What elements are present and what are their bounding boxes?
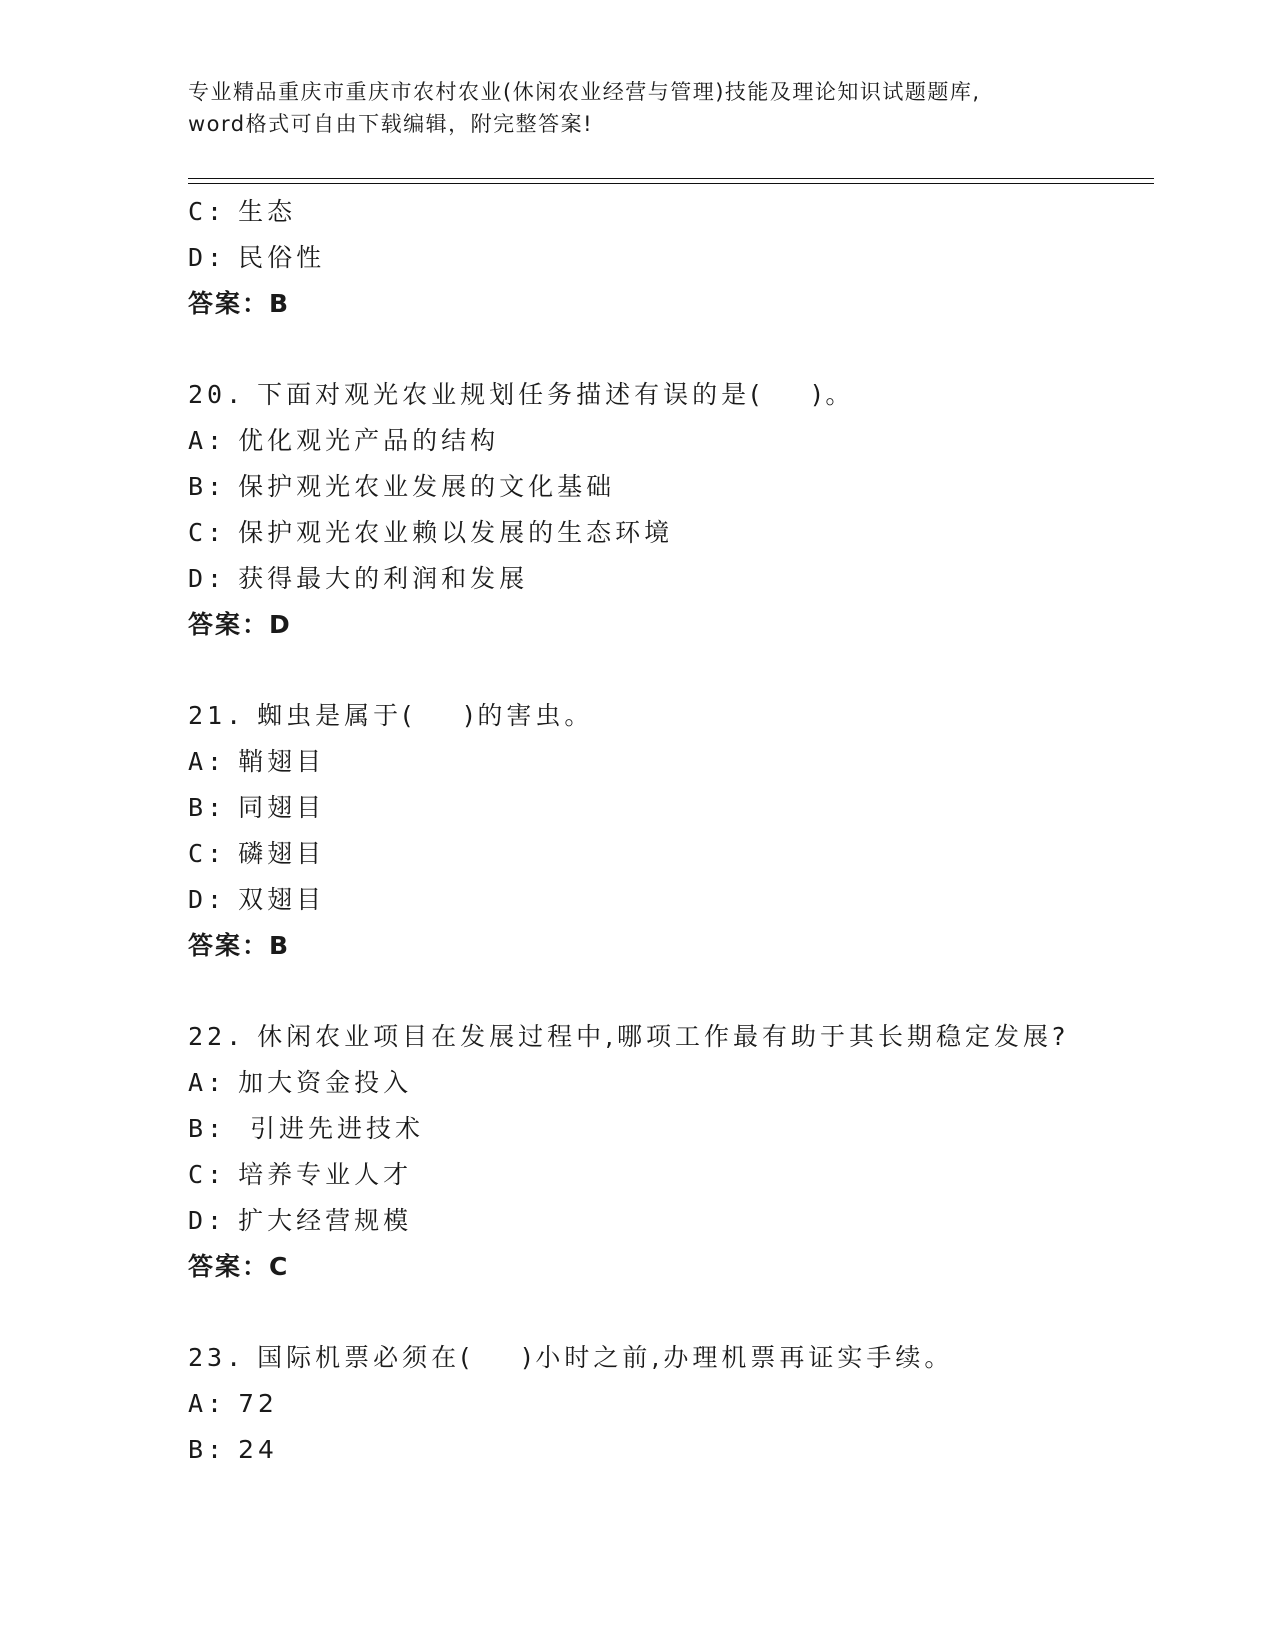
question-text: 下面对观光农业规划任务描述有误的是( )。 <box>257 380 855 409</box>
question-stem <box>188 1014 1154 1060</box>
question-number: 23. <box>188 1343 246 1372</box>
option-a: A: 优化观光产品的结构 <box>188 426 500 455</box>
option-c: C: 磷翅目 <box>188 839 326 868</box>
header-title-line-2: word格式可自由下载编辑，附完整答案! <box>188 112 594 136</box>
option-b: B: 同翅目 <box>188 793 326 822</box>
question-stem <box>188 372 1154 418</box>
header-title-line-1: 专业精品重庆市重庆市农村农业(休闲农业经营与管理)技能及理论知识试题题库, <box>188 80 981 104</box>
question-text: 蜘虫是属于( )的害虫。 <box>257 701 594 730</box>
question-text: 国际机票必须在( )小时之前,办理机票再证实手续。 <box>257 1343 954 1372</box>
header-divider-bottom <box>188 183 1154 184</box>
question-number: 20. <box>188 380 246 409</box>
option-d: D: 扩大经营规模 <box>188 1206 413 1235</box>
answer-line: 答案：B <box>188 289 291 318</box>
question-number: 22. <box>188 1022 246 1051</box>
answer-line: 答案：D <box>188 610 292 639</box>
option-b: B: 保护观光农业发展的文化基础 <box>188 472 616 501</box>
answer-line: 答案：C <box>188 1252 290 1281</box>
answer-line: 答案：B <box>188 931 291 960</box>
question-19-continuation <box>188 189 1154 327</box>
question-text: 休闲农业项目在发展过程中,哪项工作最有助于其长期稳定发展? <box>257 1022 1070 1051</box>
option-a: A: 加大资金投入 <box>188 1068 413 1097</box>
question-list <box>188 189 1154 1473</box>
option-d: D: 获得最大的利润和发展 <box>188 564 529 593</box>
option-c: C: 保护观光农业赖以发展的生态环境 <box>188 518 674 547</box>
option-b: B: 24 <box>188 1435 278 1464</box>
option-a: A: 鞘翅目 <box>188 747 326 776</box>
question-20 <box>188 372 1154 648</box>
question-22 <box>188 1014 1154 1290</box>
option-a: A: 72 <box>188 1389 278 1418</box>
document-header <box>188 76 1108 140</box>
question-stem <box>188 693 1154 739</box>
question-23 <box>188 1335 1154 1473</box>
option-c: C: 生态 <box>188 197 297 226</box>
option-b: B: 引进先进技术 <box>188 1114 425 1143</box>
question-number: 21. <box>188 701 246 730</box>
question-21 <box>188 693 1154 969</box>
option-c: C: 培养专业人才 <box>188 1160 413 1189</box>
option-d: D: 民俗性 <box>188 243 326 272</box>
header-divider-top <box>188 178 1154 179</box>
option-d: D: 双翅目 <box>188 885 326 914</box>
question-stem <box>188 1335 1154 1381</box>
